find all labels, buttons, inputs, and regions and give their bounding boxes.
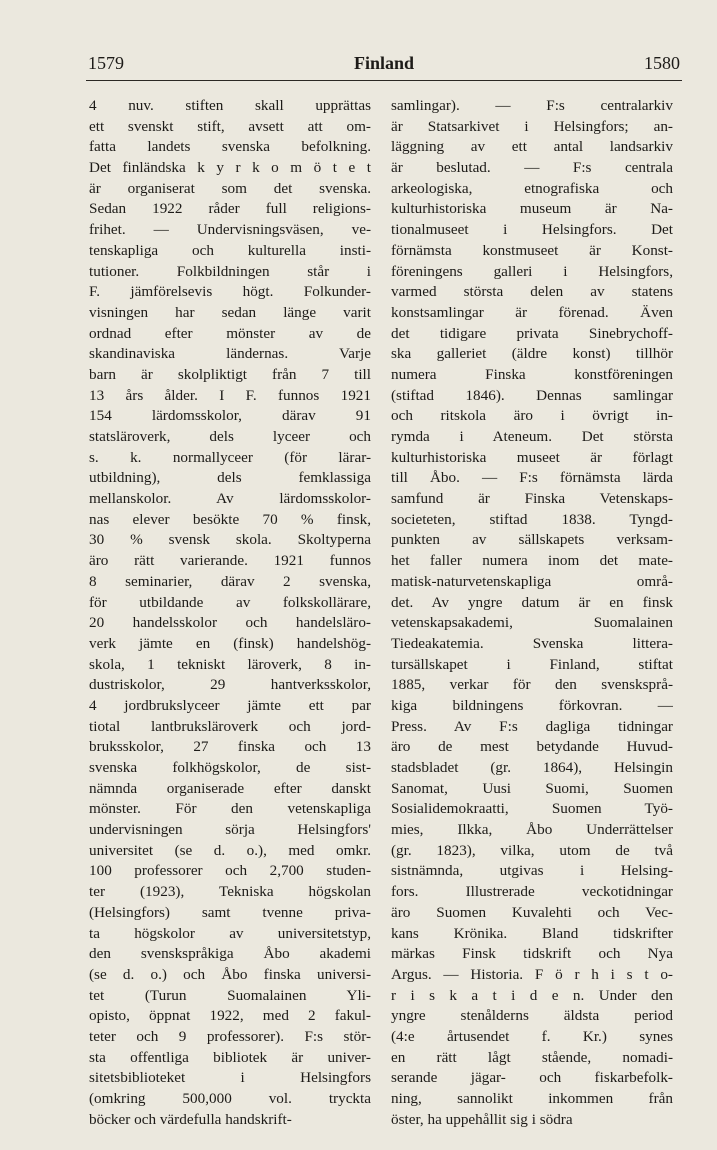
right-column-line: yngre stenålderns äldsta period (391, 1007, 673, 1025)
left-column-line: universitet (se d. o.), med omkr. (89, 841, 371, 859)
right-column-line: mies, Ilkka, Åbo Underrättelser (391, 821, 673, 839)
left-column-line: böcker och värdefulla handskrift- (89, 1110, 292, 1128)
left-column-line: skola, 1 tekniskt läroverk, 8 in- (89, 655, 371, 673)
left-column-line: svenska folkhögskolor, de sist- (89, 759, 371, 776)
left-column-line: för utbildande av folkskollärare, (89, 593, 371, 611)
left-column-line: sta offentliga bibliotek är univer- (89, 1048, 371, 1066)
left-column-line: bruksskolor, 27 finska och 13 (89, 738, 371, 756)
right-column-line: kulturhistoriska museet är förlagt (391, 448, 673, 466)
right-column-line: tursällskapet i Finland, stiftat (391, 655, 673, 673)
left-column-line: barn är skolpliktigt från 7 till (89, 365, 371, 383)
running-title: Finland (353, 53, 415, 73)
right-column-line: samfund är Finska Vetenskaps- (391, 490, 673, 508)
right-column-line: föreningens galleri i Helsingfors, (391, 262, 673, 280)
right-column-line: ska galleriet (äldre konst) tillhör (391, 345, 673, 363)
left-column-line: fatta landets svenska befolkning. (89, 138, 371, 156)
right-column-line: (stiftad 1846). Dennas samlingar (391, 386, 673, 404)
left-column-line: nämnda organiserade efter danskt (89, 779, 371, 797)
left-column-line: statsläroverk, dels lyceer och (89, 428, 371, 445)
right-column-line: 1885, verkar för den svensksprå- (391, 676, 673, 694)
right-column-line: Tiedeakatemia. Svenska littera- (391, 634, 673, 652)
left-column-line: Det finländska k y r k o m ö t e t (89, 159, 371, 177)
right-column-line: Argus. — Historia. F ö r h i s t o- (391, 965, 673, 983)
left-column-line: ordnad efter mönster av de (89, 324, 371, 342)
left-column-line: ter (1923), Tekniska högskolan (89, 883, 371, 901)
left-column-line: tutioner. Folkbildningen står i (89, 262, 371, 280)
right-column-line: numera Finska konstföreningen (391, 365, 673, 383)
right-column-line: det. Av yngre datum är en finsk (391, 593, 673, 611)
right-column-line: serande jägar- och fiskarbefolk- (391, 1069, 673, 1087)
left-column-line: äro rätt varierande. 1921 funnos (89, 552, 371, 570)
left-column-line: 4 jordbrukslyceer jämte ett par (89, 696, 371, 714)
left-column-line: undervisningen sörja Helsingfors' (89, 821, 371, 839)
right-column-line: sistnämnda, utgivas i Helsing- (391, 862, 673, 880)
right-column-line: fors. Illustrerade veckotidningar (391, 883, 673, 901)
right-column-line: äro Suomen Kuvalehti och Vec- (391, 903, 673, 921)
left-column-line: mönster. För den vetenskapliga (89, 800, 371, 818)
right-column-line: Press. Av F:s dagliga tidningar (391, 717, 673, 735)
left-column-line: s. k. normallyceer (för lärar- (89, 448, 371, 466)
right-column-line: öster, ha uppehållit sig i södra (391, 1110, 573, 1128)
left-column-line: mellanskolor. Av lärdomsskolor- (89, 490, 371, 508)
right-column-line: samlingar). — F:s centralarkiv (391, 97, 673, 114)
right-column-line: societeten, stiftad 1838. Tyngd- (391, 510, 673, 528)
right-column-line: är Statsarkivet i Helsingfors; an- (391, 117, 673, 135)
right-column-line: het faller numera inom det mate- (391, 552, 673, 570)
left-column-line: ett svenskt stift, avsett att om- (89, 117, 371, 135)
left-column-line: (omkring 500,000 vol. tryckta (89, 1090, 371, 1107)
left-column-line: tenskapliga och kulturella insti- (89, 241, 371, 259)
right-column-line: matisk-naturvetenskapliga områ- (391, 572, 673, 590)
right-column-line: arkeologiska, etnografiska och (391, 179, 673, 197)
left-column-line: (Helsingfors) samt tvenne priva- (89, 903, 371, 921)
right-column-line: äro de mest betydande Huvud- (391, 738, 673, 756)
right-column-line: vetenskapsakademi, Suomalainen (391, 614, 673, 632)
left-column-line: sitetsbiblioteket i Helsingfors (89, 1069, 371, 1087)
right-text-column (391, 96, 673, 1130)
left-column-line: dustriskolor, 29 hantverksskolor, (89, 676, 371, 694)
left-column-line: frihet. — Undervisningsväsen, ve- (89, 221, 371, 239)
left-column-line: 8 seminarier, därav 2 svenska, (89, 572, 371, 590)
left-column-line: tet (Turun Suomalainen Yli- (89, 986, 371, 1004)
header-rule (86, 80, 682, 81)
left-column-line: 154 lärdomsskolor, därav 91 (89, 407, 371, 425)
page-header (88, 50, 680, 80)
right-column-line: förnämsta konstmuseet är Konst- (391, 241, 673, 259)
left-text-column (89, 96, 371, 1130)
left-column-line: verk jämte en (finsk) handelshög- (89, 634, 371, 652)
right-column-line: och ritskola äro i övrigt in- (391, 407, 673, 425)
left-column-line: Sedan 1922 råder full religions- (89, 200, 371, 218)
right-column-line: (gr. 1823), vilka, utom de två (391, 841, 673, 859)
right-column-line: kiga bildningens förkovran. — (391, 696, 673, 714)
left-column-line: F. jämförelsevis högt. Folkunder- (89, 283, 371, 301)
right-column-line: en rätt lågt stående, nomadi- (391, 1048, 673, 1066)
right-column-line: märkas Finsk tidskrift och Nya (391, 945, 673, 963)
left-column-line: den svenskspråkiga Åbo akademi (89, 945, 371, 963)
left-column-line: 20 handelsskolor och handelsläro- (89, 614, 371, 632)
left-column-line: teter och 9 professorer). F:s stör- (89, 1027, 371, 1045)
right-column-line: varmed största delen av statens (391, 283, 673, 301)
left-column-line: skandinaviska ländernas. Varje (89, 345, 371, 363)
left-column-line: (se d. o.) och Åbo finska universi- (89, 965, 371, 983)
left-column-line: visningen har sedan länge varit (89, 303, 371, 321)
left-column-line: utbildning), dels femklassiga (89, 469, 371, 487)
page-number-left: 1579 (88, 53, 124, 73)
right-column-line: punkten av sällskapets verksam- (391, 531, 673, 549)
right-column-line: Sosialidemokraatti, Suomen Työ- (391, 800, 673, 818)
left-column-line: ta högskolor av universitetstyp, (89, 924, 371, 942)
right-column-line: Sanomat, Uusi Suomi, Suomen (391, 779, 673, 797)
right-column-line: rymda i Ateneum. Det största (391, 428, 673, 445)
right-column-line: det tidigare privata Sinebrychoff- (391, 324, 673, 342)
left-column-line: är organiserat som det svenska. (89, 179, 371, 197)
right-column-line: är beslutad. — F:s centrala (391, 159, 673, 177)
right-column-line: läggning av ett antal landsarkiv (391, 138, 673, 156)
left-column-line: opisto, öppnat 1922, med 2 fakul- (89, 1007, 371, 1025)
right-column-line: tionalmuseet i Helsingfors. Det (391, 221, 673, 239)
right-column-line: r i s k a t i d e n. Under den (391, 986, 673, 1004)
right-column-line: stadsbladet (gr. 1864), Helsingin (391, 759, 673, 776)
left-column-line: 100 professorer och 2,700 studen- (89, 862, 371, 880)
left-column-line: 13 års ålder. I F. funnos 1921 (89, 386, 371, 404)
left-column-line: nas elever besökte 70 % finsk, (89, 510, 371, 528)
page-number-right: 1580 (644, 53, 680, 73)
left-column-line: tiotal lantbruksläroverk och jord- (89, 717, 371, 735)
right-column-line: ning, sannolikt inkommen från (391, 1090, 673, 1107)
left-column-line: 30 % svensk skola. Skoltyperna (89, 531, 371, 549)
right-column-line: kulturhistoriska museum är Na- (391, 200, 673, 218)
right-column-line: till Åbo. — F:s förnämsta lärda (391, 469, 673, 487)
right-column-line: (4:e årtusendet f. Kr.) synes (391, 1027, 673, 1045)
left-column-line: 4 nuv. stiften skall upprättas (89, 97, 371, 114)
right-column-line: konstsamlingar är förenad. Även (391, 303, 673, 321)
right-column-line: kans Krönika. Bland tidskrifter (391, 924, 673, 942)
